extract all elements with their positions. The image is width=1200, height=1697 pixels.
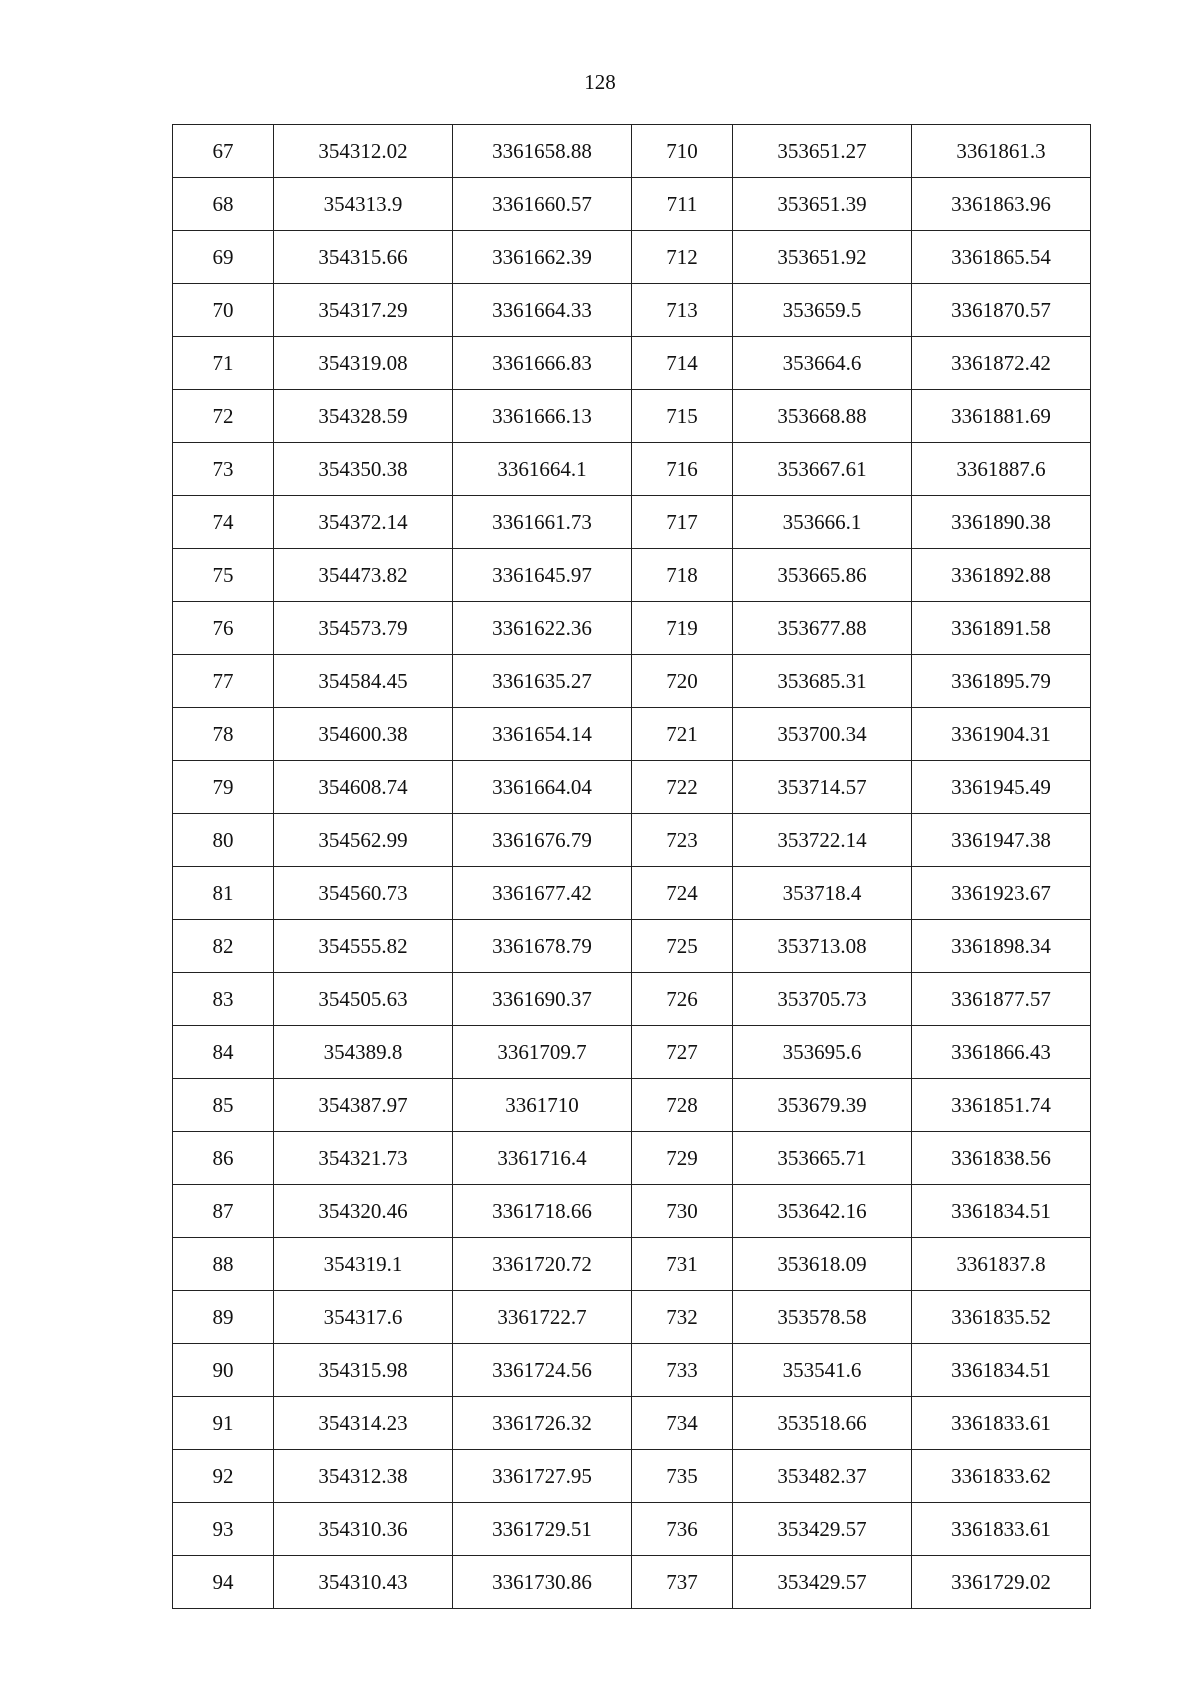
right-point-number: 717 xyxy=(632,496,733,549)
right-x-coordinate: 353700.34 xyxy=(733,708,912,761)
left-point-number: 71 xyxy=(173,337,274,390)
left-y-coordinate: 3361660.57 xyxy=(453,178,632,231)
right-y-coordinate: 3361833.61 xyxy=(912,1397,1091,1450)
left-point-number: 92 xyxy=(173,1450,274,1503)
right-y-coordinate: 3361866.43 xyxy=(912,1026,1091,1079)
right-point-number: 734 xyxy=(632,1397,733,1450)
right-y-coordinate: 3361834.51 xyxy=(912,1344,1091,1397)
left-x-coordinate: 354321.73 xyxy=(274,1132,453,1185)
right-y-coordinate: 3361947.38 xyxy=(912,814,1091,867)
table-row xyxy=(173,867,1091,920)
left-x-coordinate: 354560.73 xyxy=(274,867,453,920)
left-y-coordinate: 3361727.95 xyxy=(453,1450,632,1503)
right-x-coordinate: 353651.27 xyxy=(733,125,912,178)
right-y-coordinate: 3361891.58 xyxy=(912,602,1091,655)
right-point-number: 713 xyxy=(632,284,733,337)
table-row xyxy=(173,178,1091,231)
right-y-coordinate: 3361945.49 xyxy=(912,761,1091,814)
right-x-coordinate: 353667.61 xyxy=(733,443,912,496)
left-x-coordinate: 354312.38 xyxy=(274,1450,453,1503)
right-x-coordinate: 353714.57 xyxy=(733,761,912,814)
left-point-number: 84 xyxy=(173,1026,274,1079)
left-y-coordinate: 3361664.33 xyxy=(453,284,632,337)
right-point-number: 720 xyxy=(632,655,733,708)
right-y-coordinate: 3361861.3 xyxy=(912,125,1091,178)
coordinate-table xyxy=(172,124,1091,1609)
right-point-number: 728 xyxy=(632,1079,733,1132)
table-row xyxy=(173,549,1091,602)
table-row xyxy=(173,761,1091,814)
table-row xyxy=(173,1397,1091,1450)
right-point-number: 733 xyxy=(632,1344,733,1397)
right-x-coordinate: 353664.6 xyxy=(733,337,912,390)
right-x-coordinate: 353679.39 xyxy=(733,1079,912,1132)
right-y-coordinate: 3361898.34 xyxy=(912,920,1091,973)
left-x-coordinate: 354328.59 xyxy=(274,390,453,443)
right-x-coordinate: 353713.08 xyxy=(733,920,912,973)
right-point-number: 716 xyxy=(632,443,733,496)
left-y-coordinate: 3361664.04 xyxy=(453,761,632,814)
table-row xyxy=(173,708,1091,761)
left-point-number: 77 xyxy=(173,655,274,708)
table-row xyxy=(173,1556,1091,1609)
left-point-number: 81 xyxy=(173,867,274,920)
right-point-number: 715 xyxy=(632,390,733,443)
right-point-number: 724 xyxy=(632,867,733,920)
table-row xyxy=(173,1185,1091,1238)
left-point-number: 90 xyxy=(173,1344,274,1397)
table-row xyxy=(173,1450,1091,1503)
left-y-coordinate: 3361722.7 xyxy=(453,1291,632,1344)
left-y-coordinate: 3361676.79 xyxy=(453,814,632,867)
table-row xyxy=(173,602,1091,655)
left-point-number: 68 xyxy=(173,178,274,231)
right-point-number: 718 xyxy=(632,549,733,602)
table-row xyxy=(173,284,1091,337)
right-x-coordinate: 353666.1 xyxy=(733,496,912,549)
right-point-number: 719 xyxy=(632,602,733,655)
right-point-number: 711 xyxy=(632,178,733,231)
right-x-coordinate: 353518.66 xyxy=(733,1397,912,1450)
left-x-coordinate: 354313.9 xyxy=(274,178,453,231)
table-row xyxy=(173,1079,1091,1132)
right-point-number: 721 xyxy=(632,708,733,761)
right-x-coordinate: 353642.16 xyxy=(733,1185,912,1238)
table-row xyxy=(173,1238,1091,1291)
left-y-coordinate: 3361635.27 xyxy=(453,655,632,708)
right-y-coordinate: 3361851.74 xyxy=(912,1079,1091,1132)
left-point-number: 89 xyxy=(173,1291,274,1344)
right-y-coordinate: 3361865.54 xyxy=(912,231,1091,284)
left-y-coordinate: 3361661.73 xyxy=(453,496,632,549)
left-y-coordinate: 3361654.14 xyxy=(453,708,632,761)
right-x-coordinate: 353429.57 xyxy=(733,1556,912,1609)
right-y-coordinate: 3361835.52 xyxy=(912,1291,1091,1344)
right-point-number: 726 xyxy=(632,973,733,1026)
right-y-coordinate: 3361892.88 xyxy=(912,549,1091,602)
left-point-number: 70 xyxy=(173,284,274,337)
left-x-coordinate: 354555.82 xyxy=(274,920,453,973)
right-point-number: 732 xyxy=(632,1291,733,1344)
right-y-coordinate: 3361833.62 xyxy=(912,1450,1091,1503)
right-y-coordinate: 3361887.6 xyxy=(912,443,1091,496)
right-x-coordinate: 353429.57 xyxy=(733,1503,912,1556)
right-point-number: 714 xyxy=(632,337,733,390)
left-point-number: 80 xyxy=(173,814,274,867)
left-point-number: 91 xyxy=(173,1397,274,1450)
right-point-number: 725 xyxy=(632,920,733,973)
left-x-coordinate: 354584.45 xyxy=(274,655,453,708)
left-x-coordinate: 354315.66 xyxy=(274,231,453,284)
table-row xyxy=(173,1291,1091,1344)
table-row xyxy=(173,231,1091,284)
table-row xyxy=(173,1132,1091,1185)
right-y-coordinate: 3361837.8 xyxy=(912,1238,1091,1291)
table-row xyxy=(173,1503,1091,1556)
left-point-number: 76 xyxy=(173,602,274,655)
right-point-number: 727 xyxy=(632,1026,733,1079)
left-y-coordinate: 3361662.39 xyxy=(453,231,632,284)
left-x-coordinate: 354389.8 xyxy=(274,1026,453,1079)
left-point-number: 88 xyxy=(173,1238,274,1291)
left-point-number: 78 xyxy=(173,708,274,761)
right-point-number: 729 xyxy=(632,1132,733,1185)
left-y-coordinate: 3361730.86 xyxy=(453,1556,632,1609)
left-x-coordinate: 354372.14 xyxy=(274,496,453,549)
table-row xyxy=(173,125,1091,178)
left-x-coordinate: 354473.82 xyxy=(274,549,453,602)
left-x-coordinate: 354320.46 xyxy=(274,1185,453,1238)
left-y-coordinate: 3361666.83 xyxy=(453,337,632,390)
left-point-number: 85 xyxy=(173,1079,274,1132)
left-x-coordinate: 354562.99 xyxy=(274,814,453,867)
left-point-number: 87 xyxy=(173,1185,274,1238)
right-point-number: 737 xyxy=(632,1556,733,1609)
table-row xyxy=(173,390,1091,443)
right-point-number: 723 xyxy=(632,814,733,867)
right-point-number: 731 xyxy=(632,1238,733,1291)
left-x-coordinate: 354310.36 xyxy=(274,1503,453,1556)
right-point-number: 712 xyxy=(632,231,733,284)
left-x-coordinate: 354310.43 xyxy=(274,1556,453,1609)
right-y-coordinate: 3361904.31 xyxy=(912,708,1091,761)
left-y-coordinate: 3361718.66 xyxy=(453,1185,632,1238)
left-y-coordinate: 3361645.97 xyxy=(453,549,632,602)
right-x-coordinate: 353618.09 xyxy=(733,1238,912,1291)
right-point-number: 730 xyxy=(632,1185,733,1238)
left-point-number: 82 xyxy=(173,920,274,973)
right-y-coordinate: 3361881.69 xyxy=(912,390,1091,443)
right-x-coordinate: 353705.73 xyxy=(733,973,912,1026)
right-point-number: 735 xyxy=(632,1450,733,1503)
page-number: 128 xyxy=(584,70,616,94)
right-y-coordinate: 3361838.56 xyxy=(912,1132,1091,1185)
left-x-coordinate: 354317.29 xyxy=(274,284,453,337)
left-y-coordinate: 3361677.42 xyxy=(453,867,632,920)
right-y-coordinate: 3361834.51 xyxy=(912,1185,1091,1238)
left-point-number: 72 xyxy=(173,390,274,443)
left-x-coordinate: 354350.38 xyxy=(274,443,453,496)
right-point-number: 736 xyxy=(632,1503,733,1556)
left-point-number: 86 xyxy=(173,1132,274,1185)
table-row xyxy=(173,1026,1091,1079)
left-x-coordinate: 354317.6 xyxy=(274,1291,453,1344)
right-y-coordinate: 3361833.61 xyxy=(912,1503,1091,1556)
right-x-coordinate: 353722.14 xyxy=(733,814,912,867)
right-point-number: 710 xyxy=(632,125,733,178)
left-y-coordinate: 3361666.13 xyxy=(453,390,632,443)
left-point-number: 69 xyxy=(173,231,274,284)
right-x-coordinate: 353665.86 xyxy=(733,549,912,602)
left-x-coordinate: 354314.23 xyxy=(274,1397,453,1450)
left-y-coordinate: 3361678.79 xyxy=(453,920,632,973)
right-x-coordinate: 353651.92 xyxy=(733,231,912,284)
right-y-coordinate: 3361729.02 xyxy=(912,1556,1091,1609)
left-y-coordinate: 3361622.36 xyxy=(453,602,632,655)
left-y-coordinate: 3361726.32 xyxy=(453,1397,632,1450)
left-x-coordinate: 354312.02 xyxy=(274,125,453,178)
table-row xyxy=(173,655,1091,708)
table-row xyxy=(173,814,1091,867)
right-y-coordinate: 3361890.38 xyxy=(912,496,1091,549)
table-row xyxy=(173,496,1091,549)
right-y-coordinate: 3361870.57 xyxy=(912,284,1091,337)
coordinate-table-body xyxy=(173,125,1091,1609)
left-x-coordinate: 354505.63 xyxy=(274,973,453,1026)
left-x-coordinate: 354573.79 xyxy=(274,602,453,655)
right-x-coordinate: 353651.39 xyxy=(733,178,912,231)
table-row xyxy=(173,1344,1091,1397)
left-point-number: 79 xyxy=(173,761,274,814)
left-y-coordinate: 3361690.37 xyxy=(453,973,632,1026)
right-x-coordinate: 353482.37 xyxy=(733,1450,912,1503)
right-y-coordinate: 3361895.79 xyxy=(912,655,1091,708)
left-y-coordinate: 3361709.7 xyxy=(453,1026,632,1079)
right-y-coordinate: 3361872.42 xyxy=(912,337,1091,390)
left-x-coordinate: 354319.08 xyxy=(274,337,453,390)
left-y-coordinate: 3361716.4 xyxy=(453,1132,632,1185)
right-x-coordinate: 353668.88 xyxy=(733,390,912,443)
right-x-coordinate: 353659.5 xyxy=(733,284,912,337)
left-x-coordinate: 354600.38 xyxy=(274,708,453,761)
left-point-number: 74 xyxy=(173,496,274,549)
left-point-number: 94 xyxy=(173,1556,274,1609)
left-y-coordinate: 3361664.1 xyxy=(453,443,632,496)
right-x-coordinate: 353665.71 xyxy=(733,1132,912,1185)
table-row xyxy=(173,337,1091,390)
left-y-coordinate: 3361658.88 xyxy=(453,125,632,178)
left-x-coordinate: 354608.74 xyxy=(274,761,453,814)
right-point-number: 722 xyxy=(632,761,733,814)
table-row xyxy=(173,973,1091,1026)
right-x-coordinate: 353541.6 xyxy=(733,1344,912,1397)
right-x-coordinate: 353677.88 xyxy=(733,602,912,655)
right-y-coordinate: 3361923.67 xyxy=(912,867,1091,920)
right-y-coordinate: 3361877.57 xyxy=(912,973,1091,1026)
right-x-coordinate: 353718.4 xyxy=(733,867,912,920)
left-x-coordinate: 354315.98 xyxy=(274,1344,453,1397)
right-x-coordinate: 353578.58 xyxy=(733,1291,912,1344)
right-x-coordinate: 353695.6 xyxy=(733,1026,912,1079)
left-point-number: 83 xyxy=(173,973,274,1026)
left-y-coordinate: 3361729.51 xyxy=(453,1503,632,1556)
left-y-coordinate: 3361720.72 xyxy=(453,1238,632,1291)
left-point-number: 75 xyxy=(173,549,274,602)
left-y-coordinate: 3361724.56 xyxy=(453,1344,632,1397)
table-row xyxy=(173,443,1091,496)
left-point-number: 93 xyxy=(173,1503,274,1556)
right-x-coordinate: 353685.31 xyxy=(733,655,912,708)
table-row xyxy=(173,920,1091,973)
left-point-number: 67 xyxy=(173,125,274,178)
right-y-coordinate: 3361863.96 xyxy=(912,178,1091,231)
left-x-coordinate: 354319.1 xyxy=(274,1238,453,1291)
left-x-coordinate: 354387.97 xyxy=(274,1079,453,1132)
left-y-coordinate: 3361710 xyxy=(453,1079,632,1132)
left-point-number: 73 xyxy=(173,443,274,496)
